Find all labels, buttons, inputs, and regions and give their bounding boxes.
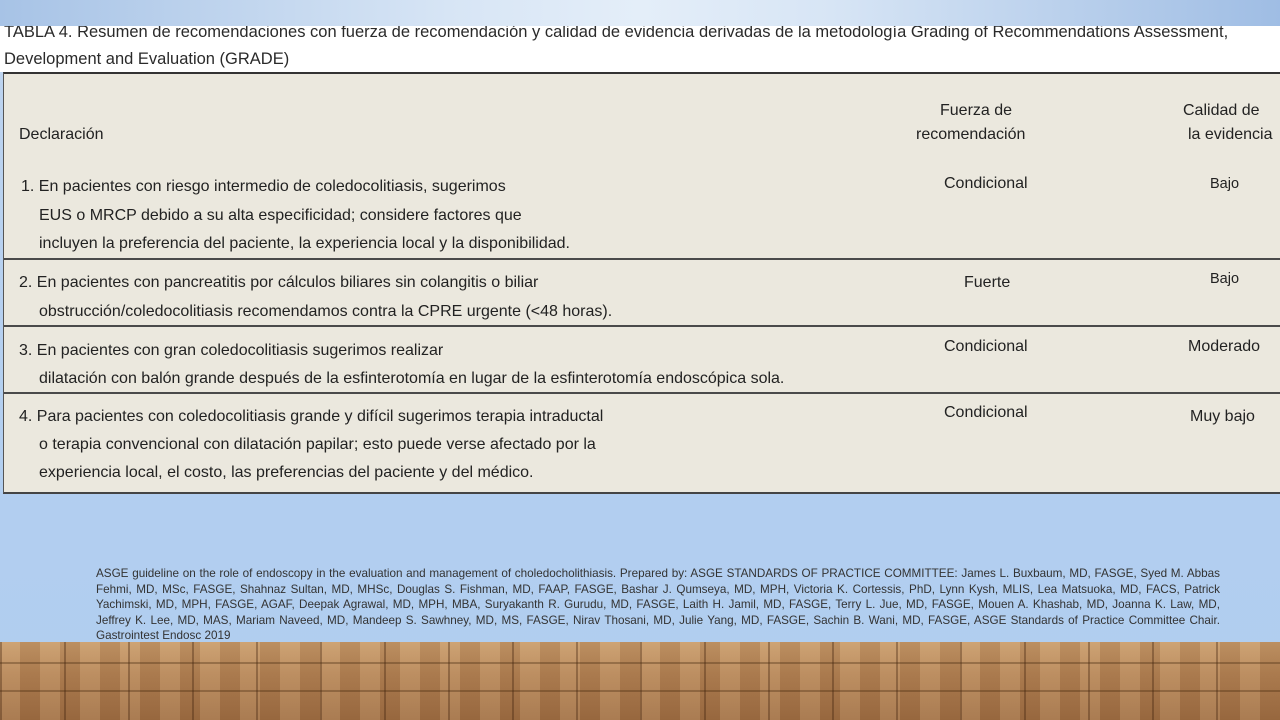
table-row [4,394,1280,494]
caption-line-1: TABLA 4. Resumen de recomendaciones con fuerza de recomendación y calidad de evidencia derivadas de la metodología Grading of Recommendations Assessment, [4,26,1229,41]
table-row [4,261,1280,323]
row3-line2: dilatación con balón grande después de la esfinterotomía en lugar de la esfinterotomía endoscópica sola. [39,370,785,387]
caption-line-2: Development and Evaluation (GRADE) [4,50,290,68]
recommendations-table [3,72,1280,494]
header-fuerza-line1: Fuerza de [940,102,1013,119]
citation-text: ASGE guideline on the role of endoscopy in the evaluation and management of choledocholithiasis. Prepared by: ASGE STANDARDS OF PRACTICE COMMITTEE: James L. Buxbaum, MD, FASGE, Syed M. Abbas Fehmi, MD, MSc, FASGE, Shahnaz Sultan, MD, MHSc, Douglas S. Fishman, MD, FAAP, FASGE, Bashar J. Qumseya, MD, MPH, Victoria K. Cortessis, PhD, Lynn Kysh, MLIS, Lea Matsuoka, MD, FACS, Patrick Yachimski, MD, MPH, FASGE, AGAF, Deepak Agrawal, MD, MPH, MBA, Suryakanth R. Gurudu, MD, FASGE, Laith H. Jamil, MD, FASGE, Terry L. Jue, MD, FASGE, Mouen A. Khashab, MD, Joanna K. Law, MD, Jeffrey K. Lee, MD, MAS, Mariam Naveed, MD, Mandeep S. Sawhney, MD, MS, FASGE, Nirav Thosani, MD, Julie Yang, MD, FASGE, Sachin B. Wani, MD, FASGE, ASGE Standards of Practice Committee Chair. Gastrointest Endosc 2019 [96,567,1220,643]
row2-line2: obstrucción/coledocolitiasis recomendamos contra la CPRE urgente (<48 horas). [39,303,613,320]
row3-line1: 3. En pacientes con gran coledocolitiasis sugerimos realizar [19,342,444,359]
row4-line2: o terapia convencional con dilatación papilar; esto puede verse afectado por la [39,436,596,453]
header-calidad-line2: la evidencia [1188,126,1273,143]
row1-line2: EUS o MRCP debido a su alta especificidad; considere factores que [39,207,522,224]
wood-floor-background [0,642,1280,720]
row3-fuerza: Condicional [944,338,1028,355]
row1-fuerza: Condicional [944,175,1028,192]
table-row [4,327,1280,391]
row4-calidad: Muy bajo [1190,408,1255,425]
row2-line1: 2. En pacientes con pancreatitis por cálculos biliares sin colangitis o biliar [19,274,539,291]
header-fuerza-line2: recomendación [916,126,1026,143]
row2-calidad: Bajo [1210,271,1240,287]
table-row [4,172,1280,260]
row-divider [4,258,1280,260]
header-declaracion: Declaración [19,126,104,143]
row1-line3: incluyen la preferencia del paciente, la experiencia local y la disponibilidad. [39,235,570,252]
row4-line3: experiencia local, el costo, las preferencias del paciente y del médico. [39,464,534,481]
row2-fuerza: Fuerte [964,274,1011,291]
header-calidad-line1: Calidad de [1183,102,1260,119]
row1-line1: 1. En pacientes con riesgo intermedio de coledocolitiasis, sugerimos [21,178,506,195]
row4-fuerza: Condicional [944,404,1028,421]
row1-calidad: Bajo [1210,176,1240,192]
floor-plank-seam [0,690,1280,692]
floor-plank-seam [0,662,1280,664]
row3-calidad: Moderado [1188,338,1261,355]
row4-line1: 4. Para pacientes con coledocolitiasis grande y difícil sugerimos terapia intraductal [19,408,604,425]
table-caption [0,26,1280,72]
table-header-row [4,74,1280,186]
